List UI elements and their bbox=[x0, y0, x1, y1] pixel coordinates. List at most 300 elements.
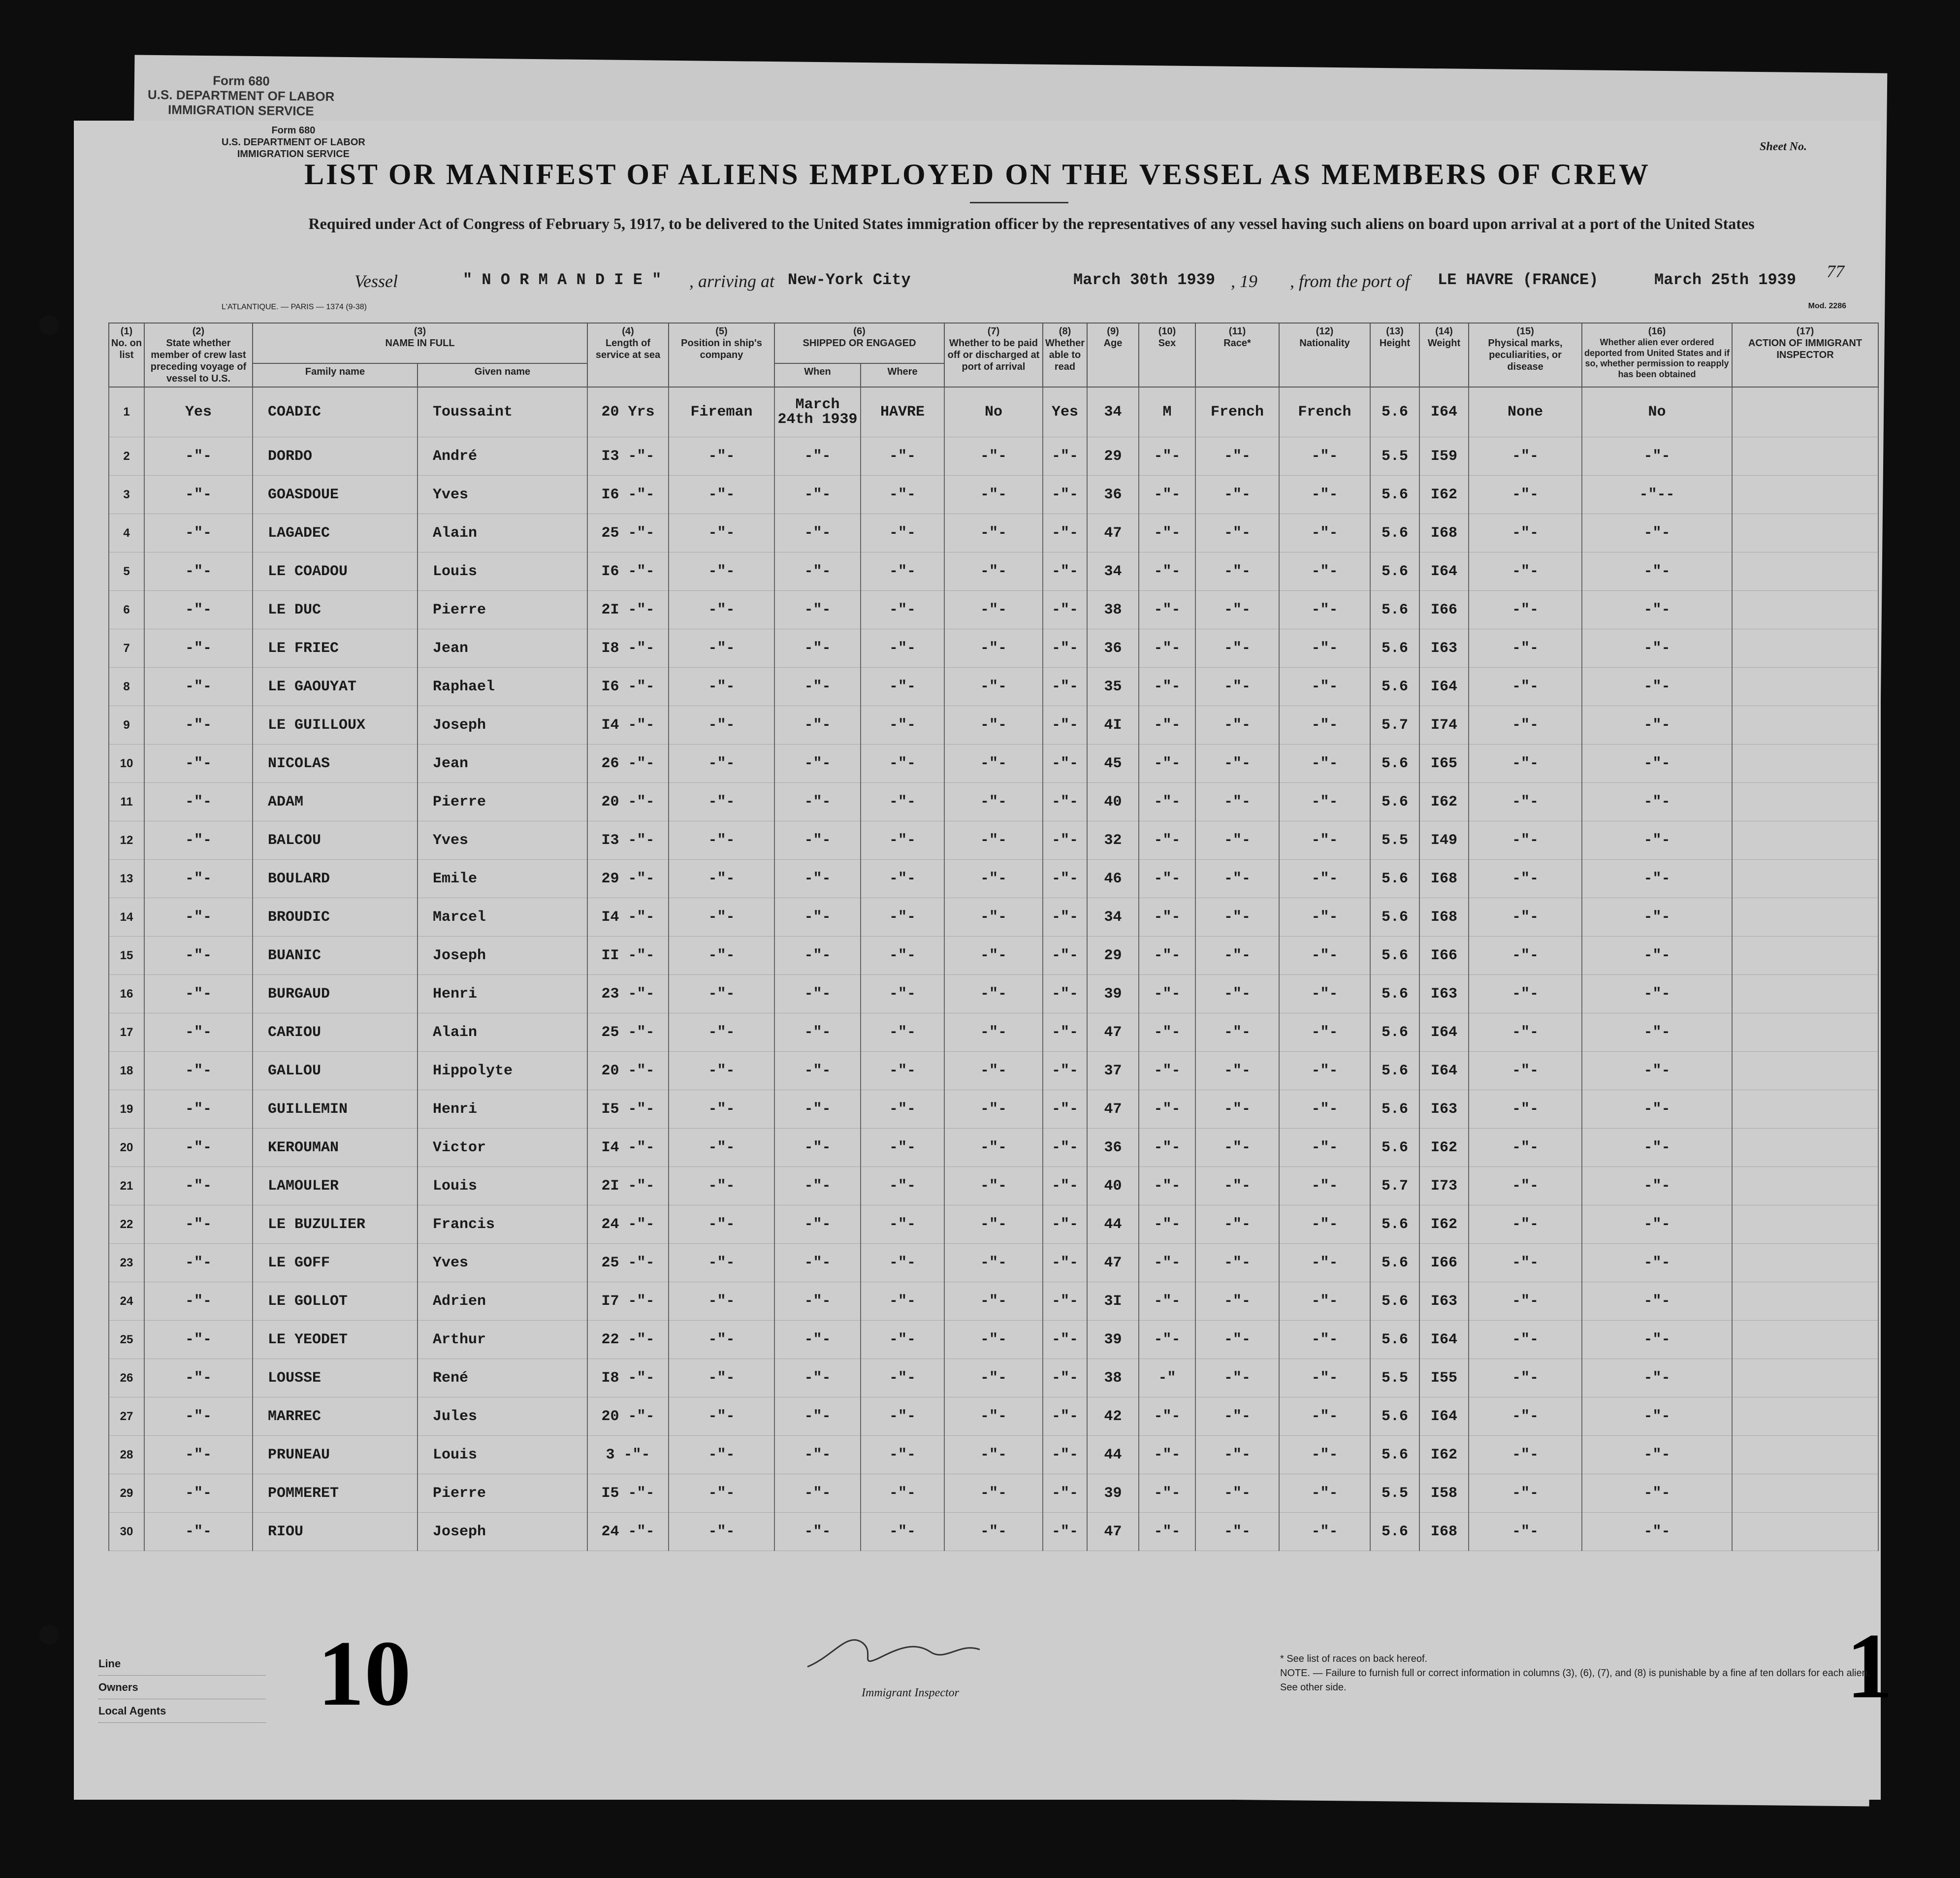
cell-prev: -"- bbox=[144, 1205, 253, 1244]
cell-no: 30 bbox=[109, 1513, 144, 1551]
cell-no: 7 bbox=[109, 629, 144, 668]
cell-family: MARREC bbox=[253, 1397, 418, 1436]
cell-prev: -"- bbox=[144, 821, 253, 860]
cell-when: -"- bbox=[774, 668, 861, 706]
cell-given: Jean bbox=[418, 629, 587, 668]
cell-inspector-action bbox=[1732, 821, 1878, 860]
table-row bbox=[109, 387, 1878, 437]
cell-weight: I62 bbox=[1419, 476, 1469, 514]
cell-where: -"- bbox=[861, 745, 944, 783]
cell-no: 4 bbox=[109, 514, 144, 552]
cell-age: 3I bbox=[1087, 1282, 1139, 1321]
cell-deported: -"- bbox=[1582, 1436, 1732, 1474]
cell-race: -"- bbox=[1195, 1090, 1279, 1129]
cell-height: 5.6 bbox=[1370, 1205, 1419, 1244]
footer-note: * See list of races on back hereof. NOTE. — Failure to furnish full or correct information in columns (3), (6), (7), and (8) is punishable by a fine af ten dollars for each alien. See other side. bbox=[1280, 1653, 1870, 1693]
cell-read: -"- bbox=[1043, 552, 1087, 591]
cell-nat: -"- bbox=[1279, 668, 1370, 706]
cell-family: COADIC bbox=[253, 387, 418, 437]
cell-family: GALLOU bbox=[253, 1052, 418, 1090]
cell-inspector-action bbox=[1732, 552, 1878, 591]
cell-given: Henri bbox=[418, 975, 587, 1013]
cell-service: I4 -"- bbox=[587, 1129, 669, 1167]
cell-prev: -"- bbox=[144, 1282, 253, 1321]
cell-weight: I66 bbox=[1419, 591, 1469, 629]
cell-race: -"- bbox=[1195, 1321, 1279, 1359]
cell-deported: -"- bbox=[1582, 898, 1732, 937]
cell-paid: -"- bbox=[944, 706, 1043, 745]
cell-inspector-action bbox=[1732, 937, 1878, 975]
table-row bbox=[109, 1013, 1878, 1052]
punch-hole bbox=[39, 1625, 59, 1645]
cell-prev: -"- bbox=[144, 591, 253, 629]
cell-weight: I63 bbox=[1419, 1282, 1469, 1321]
cell-inspector-action bbox=[1732, 1244, 1878, 1282]
cell-where: -"- bbox=[861, 514, 944, 552]
cell-prev: -"- bbox=[144, 668, 253, 706]
cell-weight: I63 bbox=[1419, 1090, 1469, 1129]
cell-read: -"- bbox=[1043, 860, 1087, 898]
table-row bbox=[109, 937, 1878, 975]
header-name-in-full: (3) NAME IN FULL bbox=[253, 323, 587, 363]
cell-age: 4I bbox=[1087, 706, 1139, 745]
cell-paid: -"- bbox=[944, 1474, 1043, 1513]
cell-no: 5 bbox=[109, 552, 144, 591]
cell-nat: -"- bbox=[1279, 1205, 1370, 1244]
cell-height: 5.7 bbox=[1370, 706, 1419, 745]
header-height: (13) Height bbox=[1370, 323, 1419, 387]
cell-weight: I59 bbox=[1419, 437, 1469, 476]
cell-race: -"- bbox=[1195, 1244, 1279, 1282]
cell-given: Hippolyte bbox=[418, 1052, 587, 1090]
cell-service: 3 -"- bbox=[587, 1436, 669, 1474]
cell-weight: I49 bbox=[1419, 821, 1469, 860]
cell-given: Louis bbox=[418, 1436, 587, 1474]
cell-position: -"- bbox=[669, 437, 774, 476]
cell-no: 23 bbox=[109, 1244, 144, 1282]
cell-service: I3 -"- bbox=[587, 437, 669, 476]
cell-height: 5.6 bbox=[1370, 937, 1419, 975]
cell-paid: -"- bbox=[944, 668, 1043, 706]
cell-race: -"- bbox=[1195, 860, 1279, 898]
cell-where: -"- bbox=[861, 783, 944, 821]
cell-prev: Yes bbox=[144, 387, 253, 437]
cell-height: 5.5 bbox=[1370, 821, 1419, 860]
cell-service: I4 -"- bbox=[587, 706, 669, 745]
cell-marks: -"- bbox=[1469, 1513, 1582, 1551]
cell-where: -"- bbox=[861, 1013, 944, 1052]
cell-read: -"- bbox=[1043, 745, 1087, 783]
cell-no: 26 bbox=[109, 1359, 144, 1397]
sheet-number-label: Sheet No. bbox=[1760, 140, 1807, 153]
cell-inspector-action bbox=[1732, 387, 1878, 437]
cell-race: French bbox=[1195, 387, 1279, 437]
cell-paid: -"- bbox=[944, 591, 1043, 629]
cell-when: -"- bbox=[774, 1397, 861, 1436]
cell-no: 6 bbox=[109, 591, 144, 629]
cell-marks: -"- bbox=[1469, 898, 1582, 937]
cell-where: -"- bbox=[861, 821, 944, 860]
cell-no: 17 bbox=[109, 1013, 144, 1052]
header-family-name: Family name bbox=[253, 363, 418, 387]
cell-position: -"- bbox=[669, 1397, 774, 1436]
cell-weight: I73 bbox=[1419, 1167, 1469, 1205]
cell-when: -"- bbox=[774, 1129, 861, 1167]
cell-position: -"- bbox=[669, 1205, 774, 1244]
cell-family: RIOU bbox=[253, 1513, 418, 1551]
cell-given: Emile bbox=[418, 860, 587, 898]
cell-nat: -"- bbox=[1279, 1321, 1370, 1359]
header-where: Where bbox=[861, 363, 944, 387]
cell-no: 22 bbox=[109, 1205, 144, 1244]
cell-marks: -"- bbox=[1469, 437, 1582, 476]
cell-no: 20 bbox=[109, 1129, 144, 1167]
cell-no: 18 bbox=[109, 1052, 144, 1090]
cell-when: -"- bbox=[774, 476, 861, 514]
cell-family: BROUDIC bbox=[253, 898, 418, 937]
cell-marks: -"- bbox=[1469, 1205, 1582, 1244]
cell-deported: -"- bbox=[1582, 1167, 1732, 1205]
cell-marks: -"- bbox=[1469, 821, 1582, 860]
cell-deported: -"- bbox=[1582, 514, 1732, 552]
cell-service: 22 -"- bbox=[587, 1321, 669, 1359]
arrival-date: March 30th 1939 bbox=[1073, 271, 1216, 289]
cell-marks: -"- bbox=[1469, 860, 1582, 898]
cell-no: 14 bbox=[109, 898, 144, 937]
cell-where: -"- bbox=[861, 1397, 944, 1436]
cell-family: LAGADEC bbox=[253, 514, 418, 552]
cell-nat: -"- bbox=[1279, 821, 1370, 860]
cell-given: Victor bbox=[418, 1129, 587, 1167]
cell-where: -"- bbox=[861, 668, 944, 706]
cell-given: Joseph bbox=[418, 937, 587, 975]
cell-nat: -"- bbox=[1279, 1436, 1370, 1474]
cell-paid: -"- bbox=[944, 437, 1043, 476]
cell-deported: -"- bbox=[1582, 706, 1732, 745]
title-rule bbox=[970, 202, 1068, 203]
cell-deported: -"- bbox=[1582, 1321, 1732, 1359]
cell-service: 20 -"- bbox=[587, 783, 669, 821]
cell-position: -"- bbox=[669, 1513, 774, 1551]
cell-when: -"- bbox=[774, 1321, 861, 1359]
cell-nat: -"- bbox=[1279, 706, 1370, 745]
cell-race: -"- bbox=[1195, 1513, 1279, 1551]
cell-service: I3 -"- bbox=[587, 821, 669, 860]
owners-label: Owners bbox=[98, 1676, 266, 1699]
cell-weight: I68 bbox=[1419, 898, 1469, 937]
header-inspector-action: (17) ACTION OF IMMIGRANT INSPECTOR bbox=[1732, 323, 1878, 387]
cell-given: Pierre bbox=[418, 783, 587, 821]
cell-given: René bbox=[418, 1359, 587, 1397]
cell-height: 5.6 bbox=[1370, 975, 1419, 1013]
table-row bbox=[109, 1513, 1878, 1551]
cell-age: 40 bbox=[1087, 783, 1139, 821]
cell-nat: -"- bbox=[1279, 745, 1370, 783]
cell-service: I5 -"- bbox=[587, 1474, 669, 1513]
cell-sex: -"- bbox=[1139, 1513, 1195, 1551]
cell-race: -"- bbox=[1195, 668, 1279, 706]
cell-deported: -"- bbox=[1582, 591, 1732, 629]
cell-weight: I66 bbox=[1419, 937, 1469, 975]
cell-prev: -"- bbox=[144, 898, 253, 937]
cell-no: 12 bbox=[109, 821, 144, 860]
cell-prev: -"- bbox=[144, 975, 253, 1013]
cell-weight: I68 bbox=[1419, 1513, 1469, 1551]
cell-read: -"- bbox=[1043, 591, 1087, 629]
cell-when: -"- bbox=[774, 821, 861, 860]
cell-paid: -"- bbox=[944, 1321, 1043, 1359]
table-row bbox=[109, 1436, 1878, 1474]
cell-read: -"- bbox=[1043, 1321, 1087, 1359]
cell-weight: I62 bbox=[1419, 1436, 1469, 1474]
cell-nat: -"- bbox=[1279, 1090, 1370, 1129]
cell-inspector-action bbox=[1732, 1397, 1878, 1436]
cell-position: -"- bbox=[669, 514, 774, 552]
cell-position: -"- bbox=[669, 783, 774, 821]
cell-read: -"- bbox=[1043, 706, 1087, 745]
cell-where: -"- bbox=[861, 1474, 944, 1513]
cell-service: I6 -"- bbox=[587, 476, 669, 514]
cell-service: 20 Yrs bbox=[587, 387, 669, 437]
underlying-form-label: Form 680 U.S. DEPARTMENT OF LABOR IMMIGRATION SERVICE bbox=[147, 73, 335, 119]
cell-service: I4 -"- bbox=[587, 898, 669, 937]
cell-nat: -"- bbox=[1279, 1282, 1370, 1321]
cell-no: 9 bbox=[109, 706, 144, 745]
cell-given: Alain bbox=[418, 1013, 587, 1052]
cell-family: GUILLEMIN bbox=[253, 1090, 418, 1129]
cell-deported: -"- bbox=[1582, 821, 1732, 860]
cell-height: 5.6 bbox=[1370, 860, 1419, 898]
table-row bbox=[109, 975, 1878, 1013]
table-row bbox=[109, 860, 1878, 898]
cell-height: 5.6 bbox=[1370, 1397, 1419, 1436]
cell-position: -"- bbox=[669, 821, 774, 860]
cell-prev: -"- bbox=[144, 745, 253, 783]
cell-where: -"- bbox=[861, 706, 944, 745]
cell-marks: -"- bbox=[1469, 1090, 1582, 1129]
cell-deported: -"- bbox=[1582, 1397, 1732, 1436]
cell-position: Fireman bbox=[669, 387, 774, 437]
cell-inspector-action bbox=[1732, 1013, 1878, 1052]
handwritten-number: 77 bbox=[1827, 261, 1844, 281]
cell-sex: -" bbox=[1139, 1359, 1195, 1397]
cell-inspector-action bbox=[1732, 745, 1878, 783]
table-row bbox=[109, 1397, 1878, 1436]
table-row bbox=[109, 1282, 1878, 1321]
cell-race: -"- bbox=[1195, 514, 1279, 552]
cell-position: -"- bbox=[669, 1321, 774, 1359]
cell-inspector-action bbox=[1732, 1513, 1878, 1551]
cell-family: LE DUC bbox=[253, 591, 418, 629]
cell-prev: -"- bbox=[144, 1244, 253, 1282]
table-row bbox=[109, 783, 1878, 821]
cell-position: -"- bbox=[669, 898, 774, 937]
cell-where: -"- bbox=[861, 1129, 944, 1167]
cell-race: -"- bbox=[1195, 629, 1279, 668]
cell-weight: I62 bbox=[1419, 1205, 1469, 1244]
cell-where: -"- bbox=[861, 476, 944, 514]
cell-read: -"- bbox=[1043, 1244, 1087, 1282]
cell-when: -"- bbox=[774, 706, 861, 745]
cell-service: 23 -"- bbox=[587, 975, 669, 1013]
cell-weight: I68 bbox=[1419, 514, 1469, 552]
cell-race: -"- bbox=[1195, 975, 1279, 1013]
cell-service: I5 -"- bbox=[587, 1090, 669, 1129]
cell-height: 5.5 bbox=[1370, 1359, 1419, 1397]
cell-nat: -"- bbox=[1279, 437, 1370, 476]
cell-paid: -"- bbox=[944, 745, 1043, 783]
cell-no: 29 bbox=[109, 1474, 144, 1513]
cell-age: 34 bbox=[1087, 898, 1139, 937]
cell-height: 5.5 bbox=[1370, 1474, 1419, 1513]
cell-given: Yves bbox=[418, 476, 587, 514]
cell-paid: -"- bbox=[944, 1244, 1043, 1282]
cell-family: ADAM bbox=[253, 783, 418, 821]
cell-marks: -"- bbox=[1469, 745, 1582, 783]
cell-weight: I66 bbox=[1419, 1244, 1469, 1282]
cell-prev: -"- bbox=[144, 1167, 253, 1205]
cell-prev: -"- bbox=[144, 1129, 253, 1167]
cell-read: -"- bbox=[1043, 1359, 1087, 1397]
cell-paid: -"- bbox=[944, 514, 1043, 552]
cell-prev: -"- bbox=[144, 552, 253, 591]
cell-height: 5.6 bbox=[1370, 1090, 1419, 1129]
cell-read: -"- bbox=[1043, 898, 1087, 937]
table-row bbox=[109, 668, 1878, 706]
cell-inspector-action bbox=[1732, 1474, 1878, 1513]
cell-age: 36 bbox=[1087, 629, 1139, 668]
cell-sex: -"- bbox=[1139, 668, 1195, 706]
from-port: LE HAVRE (FRANCE) bbox=[1438, 271, 1599, 289]
subtitle: Required under Act of Congress of February 5, 1917, to be delivered to the United States immigration officer by the representatives of any vessel having such aliens on board upon arrival at a port of the United States bbox=[308, 215, 1755, 232]
cell-height: 5.7 bbox=[1370, 1167, 1419, 1205]
cell-height: 5.6 bbox=[1370, 1282, 1419, 1321]
cell-race: -"- bbox=[1195, 1436, 1279, 1474]
cell-marks: -"- bbox=[1469, 514, 1582, 552]
cell-sex: -"- bbox=[1139, 783, 1195, 821]
header-no: (1) No. on list bbox=[109, 323, 144, 387]
cell-service: I6 -"- bbox=[587, 668, 669, 706]
cell-when: -"- bbox=[774, 860, 861, 898]
cell-weight: I64 bbox=[1419, 668, 1469, 706]
cell-sex: -"- bbox=[1139, 1321, 1195, 1359]
cell-position: -"- bbox=[669, 1474, 774, 1513]
cell-height: 5.6 bbox=[1370, 668, 1419, 706]
table-row bbox=[109, 745, 1878, 783]
cell-nat: -"- bbox=[1279, 860, 1370, 898]
header-physical-marks: (15) Physical marks, peculiarities, or disease bbox=[1469, 323, 1582, 387]
cell-read: -"- bbox=[1043, 1513, 1087, 1551]
cell-deported: No bbox=[1582, 387, 1732, 437]
cell-sex: M bbox=[1139, 387, 1195, 437]
cell-marks: -"- bbox=[1469, 1129, 1582, 1167]
cell-no: 25 bbox=[109, 1321, 144, 1359]
cell-height: 5.6 bbox=[1370, 745, 1419, 783]
header-race: (11) Race* bbox=[1195, 323, 1279, 387]
cell-when: -"- bbox=[774, 1474, 861, 1513]
cell-race: -"- bbox=[1195, 1474, 1279, 1513]
cell-deported: -"- bbox=[1582, 860, 1732, 898]
page-title: LIST OR MANIFEST OF ALIENS EMPLOYED ON THE VESSEL AS MEMBERS OF CREW bbox=[304, 158, 1650, 191]
cell-height: 5.6 bbox=[1370, 898, 1419, 937]
cell-age: 47 bbox=[1087, 1244, 1139, 1282]
cell-nat: -"- bbox=[1279, 1397, 1370, 1436]
cell-race: -"- bbox=[1195, 476, 1279, 514]
cell-where: -"- bbox=[861, 975, 944, 1013]
header-able-to-read: (8) Whether able to read bbox=[1043, 323, 1087, 387]
cell-service: 25 -"- bbox=[587, 514, 669, 552]
cell-service: 24 -"- bbox=[587, 1513, 669, 1551]
cell-marks: -"- bbox=[1469, 552, 1582, 591]
cell-weight: I63 bbox=[1419, 629, 1469, 668]
cell-paid: -"- bbox=[944, 1359, 1043, 1397]
cell-paid: -"- bbox=[944, 1052, 1043, 1090]
cell-height: 5.6 bbox=[1370, 476, 1419, 514]
cell-age: 47 bbox=[1087, 1513, 1139, 1551]
cell-paid: -"- bbox=[944, 1129, 1043, 1167]
cell-inspector-action bbox=[1732, 437, 1878, 476]
cell-where: -"- bbox=[861, 1359, 944, 1397]
cell-inspector-action bbox=[1732, 1205, 1878, 1244]
header-deported: (16) Whether alien ever ordered deported from United States and if so, whether permission to reapply has been obtained bbox=[1582, 323, 1732, 387]
cell-weight: I55 bbox=[1419, 1359, 1469, 1397]
cell-age: 35 bbox=[1087, 668, 1139, 706]
cell-marks: -"- bbox=[1469, 1167, 1582, 1205]
cell-deported: -"- bbox=[1582, 1013, 1732, 1052]
cell-paid: -"- bbox=[944, 1205, 1043, 1244]
cell-age: 47 bbox=[1087, 1090, 1139, 1129]
header-weight: (14) Weight bbox=[1419, 323, 1469, 387]
cell-marks: -"- bbox=[1469, 975, 1582, 1013]
cell-inspector-action bbox=[1732, 898, 1878, 937]
cell-paid: -"- bbox=[944, 937, 1043, 975]
table-row bbox=[109, 1090, 1878, 1129]
cell-height: 5.6 bbox=[1370, 1436, 1419, 1474]
cell-prev: -"- bbox=[144, 514, 253, 552]
cell-inspector-action bbox=[1732, 629, 1878, 668]
table-row bbox=[109, 437, 1878, 476]
cell-height: 5.6 bbox=[1370, 591, 1419, 629]
cell-given: André bbox=[418, 437, 587, 476]
cell-prev: -"- bbox=[144, 860, 253, 898]
cell-paid: -"- bbox=[944, 1013, 1043, 1052]
table-row bbox=[109, 1244, 1878, 1282]
cell-position: -"- bbox=[669, 706, 774, 745]
cell-sex: -"- bbox=[1139, 1013, 1195, 1052]
cell-when: -"- bbox=[774, 552, 861, 591]
table-row bbox=[109, 476, 1878, 514]
cell-race: -"- bbox=[1195, 1205, 1279, 1244]
cell-race: -"- bbox=[1195, 1167, 1279, 1205]
cell-deported: -"- bbox=[1582, 1052, 1732, 1090]
cell-sex: -"- bbox=[1139, 821, 1195, 860]
cell-nat: -"- bbox=[1279, 1129, 1370, 1167]
cell-where: -"- bbox=[861, 1052, 944, 1090]
cell-race: -"- bbox=[1195, 1282, 1279, 1321]
cell-race: -"- bbox=[1195, 783, 1279, 821]
cell-race: -"- bbox=[1195, 437, 1279, 476]
cell-family: LE COADOU bbox=[253, 552, 418, 591]
cell-when: -"- bbox=[774, 937, 861, 975]
cell-position: -"- bbox=[669, 1013, 774, 1052]
cell-given: Pierre bbox=[418, 591, 587, 629]
cell-family: LE GOLLOT bbox=[253, 1282, 418, 1321]
cell-race: -"- bbox=[1195, 1129, 1279, 1167]
cell-marks: -"- bbox=[1469, 668, 1582, 706]
cell-paid: -"- bbox=[944, 1436, 1043, 1474]
cell-weight: I64 bbox=[1419, 1397, 1469, 1436]
cell-deported: -"- bbox=[1582, 552, 1732, 591]
